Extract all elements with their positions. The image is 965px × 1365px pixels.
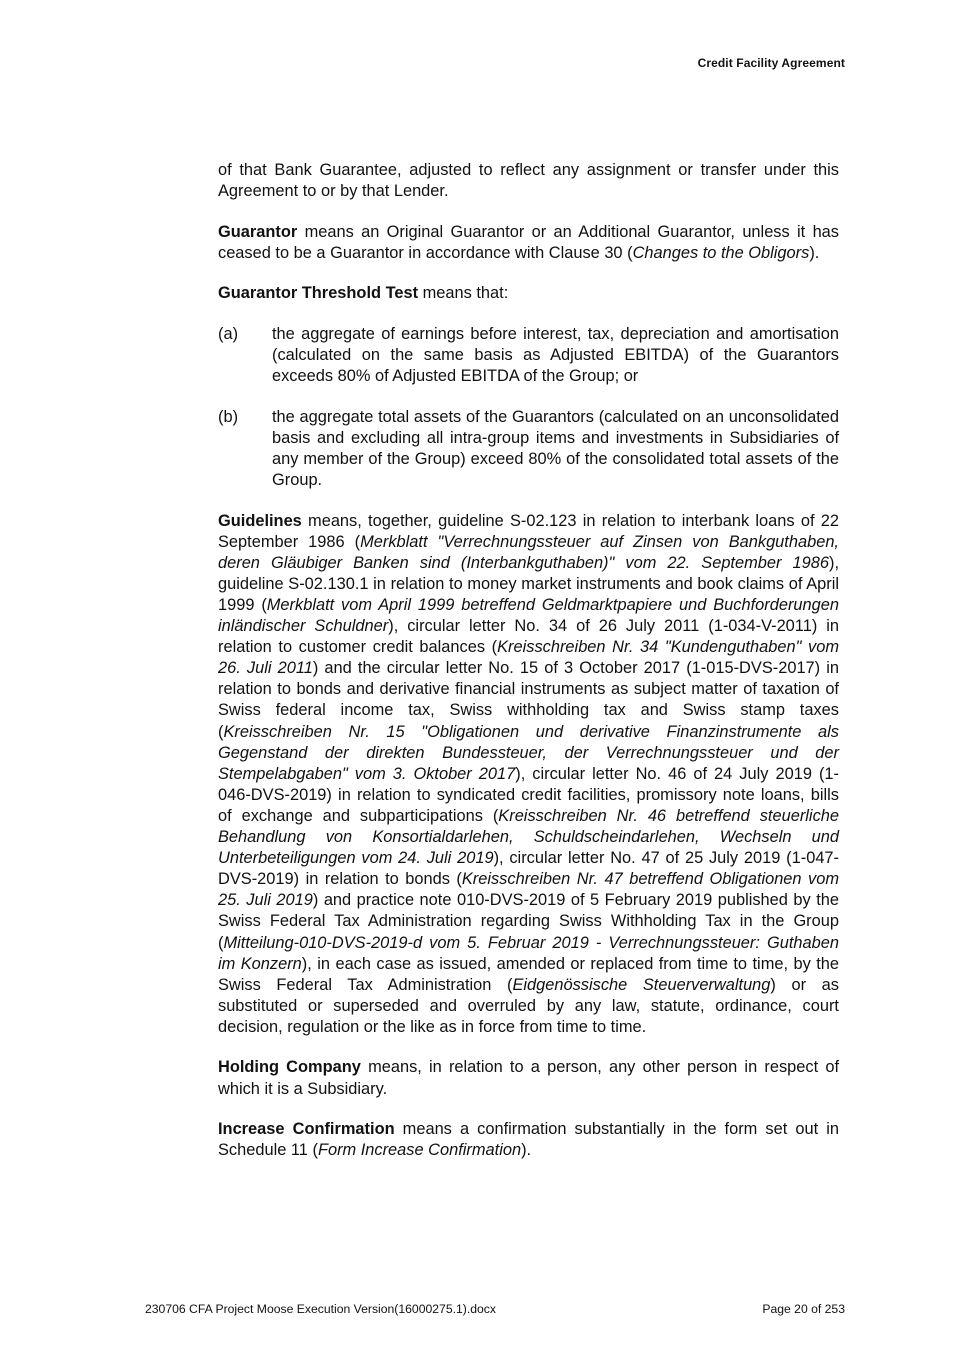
german-title: Mitteilung-010-DVS-2019-d vom 5. Februar 2019 - Verrechnungssteuer: Guthaben im Konzern (218, 933, 839, 973)
list-item-text: the aggregate of earnings before interest, tax, depreciation and amortisation (calculated on the same basis as Adjusted EBITDA) of the Guarantors exceeds 80% of Adjusted EBITDA of the Group; or (272, 324, 839, 386)
definition-text: means, together, guideline S-02.123 in relation to interbank loans of 22 September 1986 ( (218, 511, 839, 551)
german-title: Merkblatt vom April 1999 betreffend Geldmarktpapiere und Buchforderungen inländischer Schuldner (218, 596, 839, 636)
list-item (218, 407, 839, 491)
defined-term: Holding Company (218, 1058, 361, 1077)
definition-text: ), circular letter No. 46 of 24 July 2019 (1-046-DVS-2019) in relation to syndicated credit facilities, promissory note loans, bills of exchange and subparticipations ( (218, 764, 839, 825)
definition-text: ), circular letter No. 47 of 25 July 2019 (1-047-DVS-2019) in relation to bonds ( (218, 849, 840, 889)
definition-holding-company (218, 1057, 839, 1099)
definition-text: means that: (418, 284, 509, 303)
clause-reference: Changes to the Obligors (632, 243, 810, 262)
definition-text: ), guideline S-02.130.1 in relation to money market instruments and book claims of April 1999 ( (218, 553, 839, 614)
defined-term: Guidelines (218, 511, 302, 530)
definition-text: ), in each case as issued, amended or replaced from time to time, by the Swiss Federal Tax Administration ( (218, 954, 839, 994)
definition-text: ) or as substituted or superseded and overruled by any law, statute, ordinance, court decision, regulation or the like as in force from time to time. (218, 975, 839, 1036)
page-body (218, 160, 839, 1181)
schedule-reference: Form Increase Confirmation (317, 1141, 522, 1160)
running-header: Credit Facility Agreement (697, 56, 845, 70)
definition-text: means an Original Guarantor or an Additional Guarantor, unless it has ceased to be a Guarantor in accordance with Clause 30 ( (218, 222, 839, 262)
list-item (218, 324, 839, 387)
german-title: Kreisschreiben Nr. 15 "Obligationen und derivative Finanzinstrumente als Gegenstand der direkten Bundessteuer, der Verrechnungssteuer und der Stempelabgaben" vom 3. Oktober 2017 (218, 722, 839, 783)
defined-term: Increase Confirmation (218, 1120, 395, 1139)
list-item-text: the aggregate total assets of the Guarantors (calculated on an unconsolidated basis and excluding all intra-group items and investments in Subsidiaries of any member of the Group) exceed 80% of the consolidated total assets of the Group. (272, 407, 839, 490)
definition-guidelines (218, 511, 839, 1038)
definition-text: ). (521, 1141, 532, 1160)
german-title: Merkblatt "Verrechnungssteuer auf Zinsen von Bankguthaben, deren Gläubiger Banken sind (Interbankguthaben)" vom 22. September 1986 (218, 532, 839, 572)
continuation-paragraph: of that Bank Guarantee, adjusted to reflect any assignment or transfer under this Agreement to or by that Lender. (218, 161, 839, 201)
defined-term: Guarantor Threshold Test (218, 284, 419, 303)
german-title: Kreisschreiben Nr. 34 "Kundenguthaben" vom 26. Juli 2011 (218, 638, 839, 678)
definition-guarantor (218, 222, 839, 264)
list-item-label: (b) (218, 407, 239, 426)
defined-term: Guarantor (218, 222, 298, 241)
definition-increase-confirmation (218, 1119, 839, 1161)
footer-document-name: 230706 CFA Project Moose Execution Version(16000275.1).docx (145, 1302, 496, 1316)
german-title: Kreisschreiben Nr. 47 betreffend Obligationen vom 25. Juli 2019 (218, 870, 839, 910)
definition-text: means a confirmation substantially in the form set out in Schedule 11 ( (218, 1120, 839, 1160)
definition-text: means, in relation to a person, any other person in respect of which it is a Subsidiary. (218, 1058, 839, 1098)
list-item-label: (a) (218, 324, 239, 343)
german-title: Kreisschreiben Nr. 46 betreffend steuerliche Behandlung von Konsortialdarlehen, Schuldscheindarlehen, Wechseln und Unterbeteiligungen vom 24. Juli 2019 (218, 806, 839, 868)
german-title: Eidgenössische Steuerverwaltung (512, 975, 771, 994)
definition-guarantor-threshold-test (218, 283, 839, 304)
definition-text: ) and the circular letter No. 15 of 3 October 2017 (1-015-DVS-2017) in relation to bonds and derivative financial instruments as subject matter of taxation of Swiss federal income tax, Swiss withholding tax and Swiss stamp taxes ( (218, 659, 840, 741)
definition-text: ) and practice note 010-DVS-2019 of 5 February 2019 published by the Swiss Federal Tax Administration regarding Swiss Withholding Tax in the Group ( (218, 891, 839, 952)
definition-text: ). (809, 243, 820, 262)
definition-text: ), circular letter No. 34 of 26 July 2011 (1-034-V-2011) in relation to customer credit balances ( (218, 617, 839, 657)
footer-page-number: Page 20 of 253 (762, 1302, 845, 1316)
